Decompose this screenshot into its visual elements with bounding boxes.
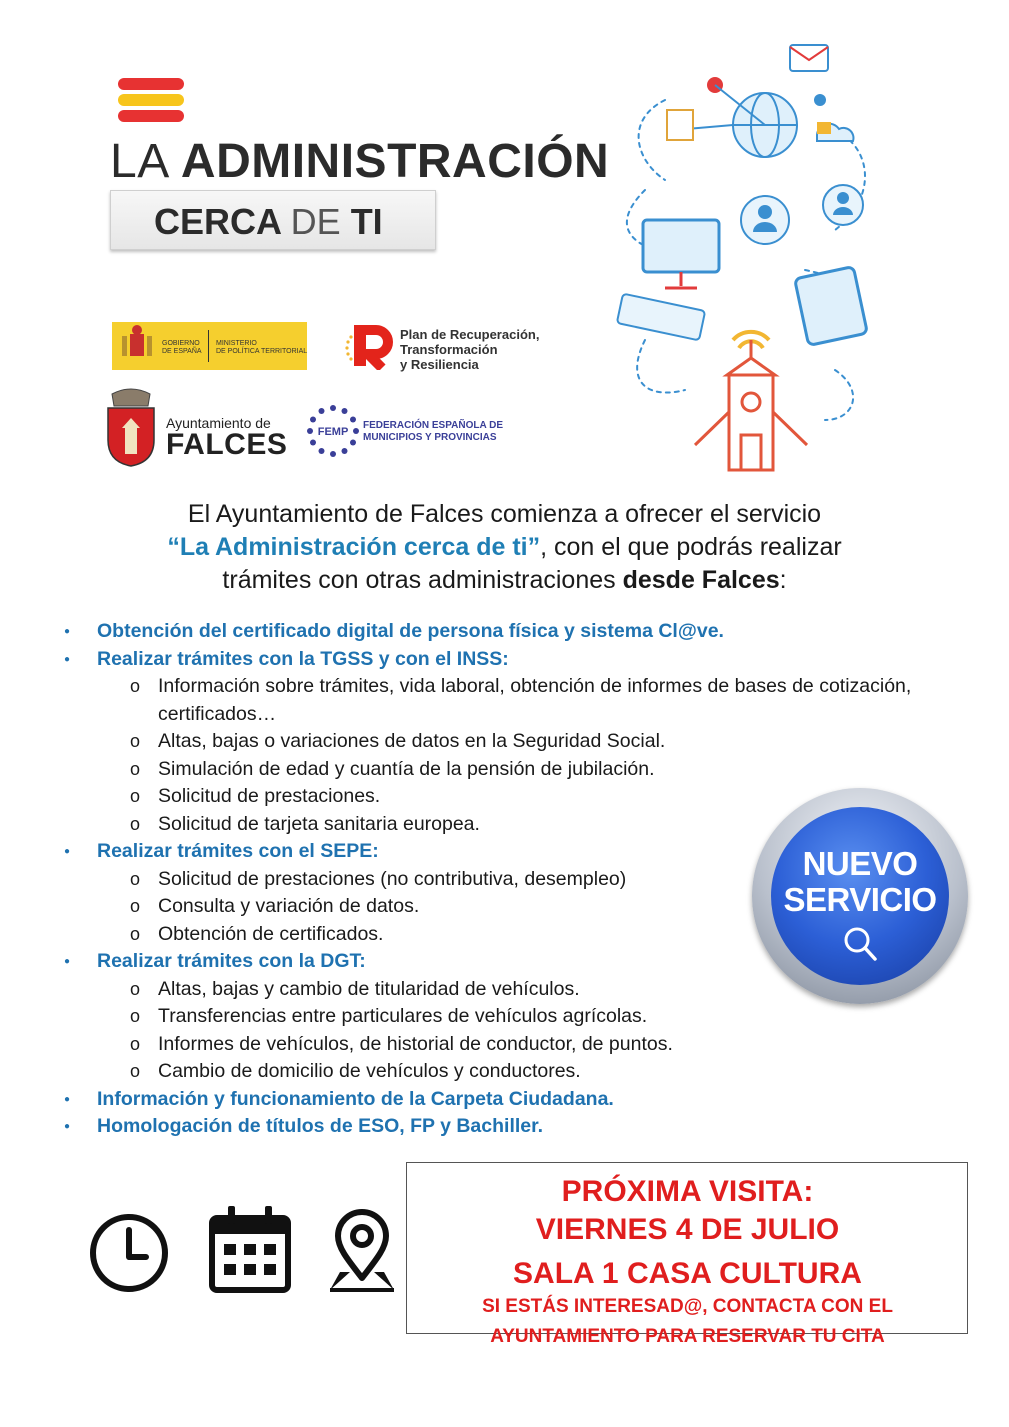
sub-item: o Consulta y variación de datos. xyxy=(130,895,420,917)
gobierno-label: GOBIERNO DE ESPAÑA xyxy=(162,340,202,355)
femp-logo-icon xyxy=(306,404,360,458)
next-visit-place: SALA 1 CASA CULTURA xyxy=(513,1257,862,1290)
prtr-logo-icon xyxy=(344,324,396,370)
ministerio-label: MINISTERIO DE POLÍTICA TERRITORIAL xyxy=(216,340,308,355)
flag-stripe-middle xyxy=(118,94,184,106)
next-visit-date: VIERNES 4 DE JULIO xyxy=(535,1213,840,1246)
service-item-carpeta-ciudadana: ● Información y funcionamiento de la Carpeta Ciudadana. xyxy=(62,1086,942,1114)
next-visit-heading: PRÓXIMA VISITA: xyxy=(561,1175,814,1208)
intro-line-1: El Ayuntamiento de Falces comienza a ofrecer el servicio xyxy=(187,500,822,528)
falces-shield-icon xyxy=(104,388,158,468)
sub-item: o Solicitud de prestaciones. xyxy=(130,785,381,807)
sub-item: o Simulación de edad y cuantía de la pensión de jubilación. xyxy=(130,757,655,780)
coat-of-arms-icon xyxy=(116,322,158,370)
next-visit-note-2: AYUNTAMIENTO PARA RESERVAR TU CITA xyxy=(490,1326,885,1347)
intro-paragraph xyxy=(0,498,1009,597)
falces-label: FALCES xyxy=(166,428,288,461)
sub-item: o Transferencias entre particulares de vehículos agrícolas. xyxy=(130,1005,648,1027)
service-item-tgss-inss: ● Realizar trámites con la TGSS y con el INSS: xyxy=(62,646,942,674)
flag-stripe-bottom xyxy=(118,110,184,122)
prtr-logo-text: Plan de Recuperación, Transformación y Resiliencia xyxy=(400,327,540,372)
ayuntamiento-label: Ayuntamiento de xyxy=(166,415,271,431)
sub-item: o Obtención de certificados. xyxy=(130,922,384,945)
sub-item: o Altas, bajas y cambio de titularidad de vehículos. xyxy=(130,977,580,1000)
sub-item: o Información sobre trámites, vida laboral, obtención de informes de bases de cotización, certificados… xyxy=(130,675,912,725)
calendar-icon xyxy=(206,1204,294,1296)
sub-item: o Solicitud de prestaciones (no contributiva, desempleo) xyxy=(130,867,627,890)
service-item-homologacion: ● Homologación de títulos de ESO, FP y Bachiller. xyxy=(62,1113,942,1141)
sub-item: o Cambio de domicilio de vehículos y conductores. xyxy=(130,1060,581,1082)
digital-services-illustration xyxy=(605,40,895,475)
intro-line-3: trámites con otras administraciones desde Falces: xyxy=(222,566,787,594)
intro-line-2: “La Administración cerca de ti”, con el que podrás realizar xyxy=(167,533,842,561)
magnifier-icon xyxy=(841,924,881,966)
sub-item: o Solicitud de tarjeta sanitaria europea. xyxy=(130,812,480,835)
page-subtitle: CERCA DE TI xyxy=(154,201,383,242)
service-item-sepe: ● Realizar trámites con el SEPE: xyxy=(62,838,942,866)
femp-logo-text: FEDERACIÓN ESPAÑOLA DE MUNICIPIOS Y PROVINCIAS xyxy=(363,420,504,443)
service-item-certificado: ● Obtención del certificado digital de persona física y sistema Cl@ve. xyxy=(62,618,942,646)
sub-item: o Informes de vehículos, de historial de conductor, de puntos. xyxy=(130,1032,673,1055)
service-item-dgt: ● Realizar trámites con la DGT: xyxy=(62,948,942,976)
next-visit-note-1: SI ESTÁS INTERESAD@, CONTACTA CON EL xyxy=(482,1296,893,1317)
gobierno-espana-logo xyxy=(112,322,307,370)
page-title: LA ADMINISTRACIÓN xyxy=(110,135,610,188)
clock-icon xyxy=(86,1210,172,1296)
sub-item: o Altas, bajas o variaciones de datos en la Seguridad Social. xyxy=(130,730,666,752)
femp-short-label: FEMP xyxy=(317,426,349,438)
location-pin-icon xyxy=(326,1206,398,1294)
nuevo-servicio-label: NUEVO SERVICIO xyxy=(783,845,937,918)
flag-stripe-top xyxy=(118,78,184,90)
